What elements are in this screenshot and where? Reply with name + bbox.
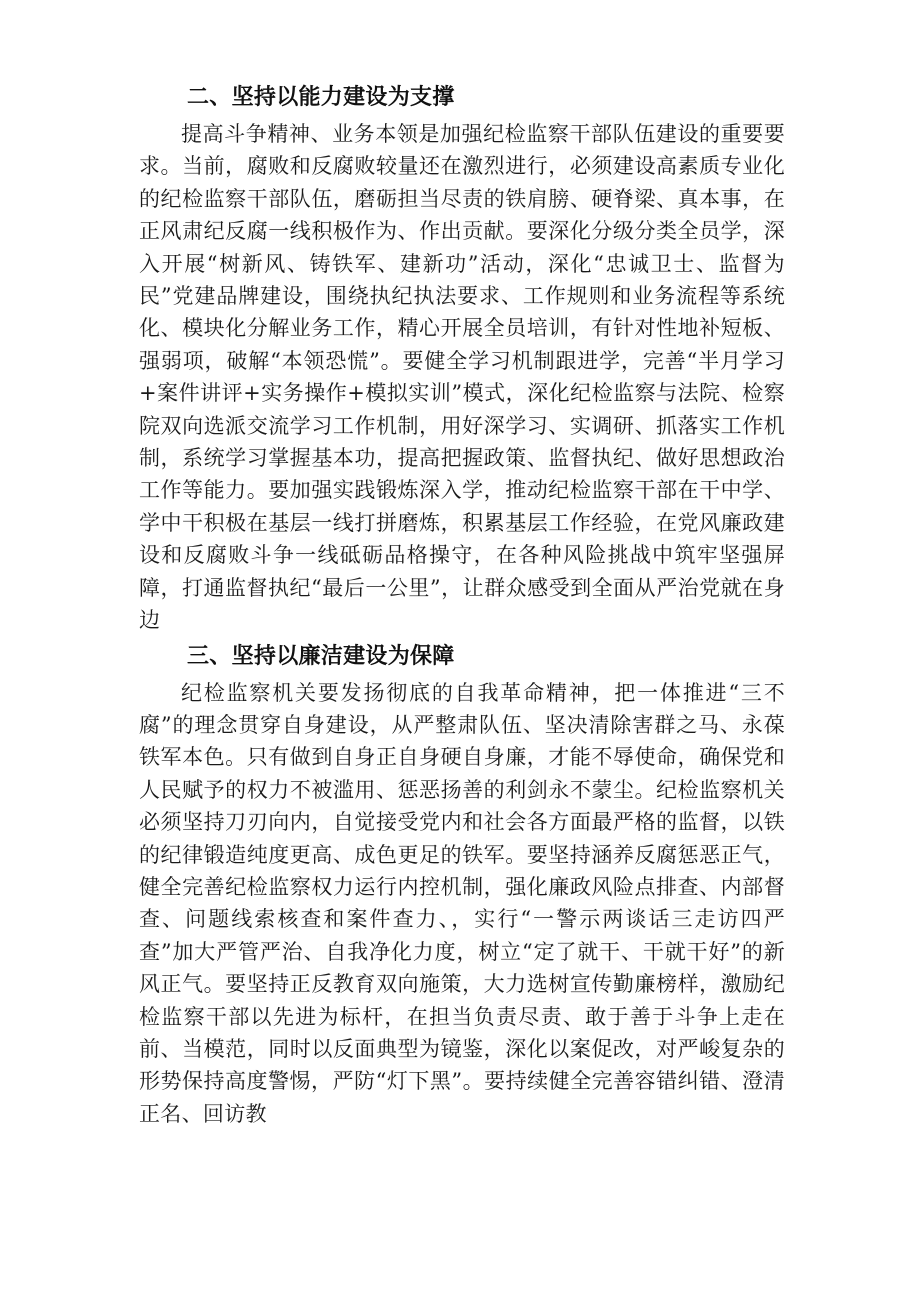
section-heading-integrity: 三、坚持以廉洁建设为保障 <box>187 643 455 669</box>
document-content <box>139 78 785 1130</box>
section-paragraph-integrity: 纪检监察机关要发扬彻底的自我革命精神，把一体推进“三不腐”的理念贯穿自身建设，从严整肃队伍、坚决清除害群之马、永葆铁军本色。只有做到自身正自身硬自身廉，才能不辱使命，确保党和人民赋予的权力不被滥用、惩恶扬善的利剑永不蒙尘。纪检监察机关必须坚持刀刃向内，自觉接受党内和社会各方面最严格的监督，以铁的纪律锻造纯度更高、成色更足的铁军。要坚持涵养反腐惩恶正气，健全完善纪检监察权力运行内控机制，强化廉政风险点排查、内部督查、问题线索核查和案件查力、，实行“一警示两谈话三走访四严查”加大严管严治、自我净化力度，树立“定了就干、干就干好”的新风正气。要坚持正反教育双向施策，大力选树宣传勤廉榜样，激励纪检监察干部以先进为标杆，在担当负责尽责、敢于善于斗争上走在前、当模范，同时以反面典型为镜鉴，深化以案促改，对严峻复杂的形势保持高度警惕，严防“灯下黑”。要持续健全完善容错纠错、澄清正名、回访教 <box>139 680 785 1126</box>
section-heading-capability: 二、坚持以能力建设为支撑 <box>187 85 455 110</box>
section-paragraph-capability: 提高斗争精神、业务本领是加强纪检监察干部队伍建设的重要要求。当前，腐败和反腐败较量还在激烈进行，必须建设高素质专业化的纪检监察干部队伍，磨砺担当尽责的铁肩膀、硬脊梁、真本事，在正风肃纪反腐一线积极作为、作出贡献。要深化分级分类全员学，深入开展“树新风、铸铁军、建新功”活动，深化“忠诚卫士、监督为民”党建品牌建设，围绕执纪执法要求、工作规则和业务流程等系统化、模块化分解业务工作，精心开展全员培训，有针对性地补短板、强弱项，破解“本领恐慌”。要健全学习机制跟进学，完善“半月学习+案件讲评+实务操作+模拟实训”模式，深化纪检监察与法院、检察院双向选派交流学习工作机制，用好深学习、实调研、抓落实工作机制，系统学习掌握基本功，提高把握政策、监督执纪、做好思想政治工作等能力。要加强实践锻炼深入学，推动纪检监察干部在干中学、学中干积极在基层一线打拼磨炼，积累基层工作经验，在党风廉政建设和反腐败斗争一线砥砺品格操守，在各种风险挑战中筑牢坚强屏障，打通监督执纪“最后一公里”，让群众感受到全面从严治党就在身边 <box>139 122 785 633</box>
